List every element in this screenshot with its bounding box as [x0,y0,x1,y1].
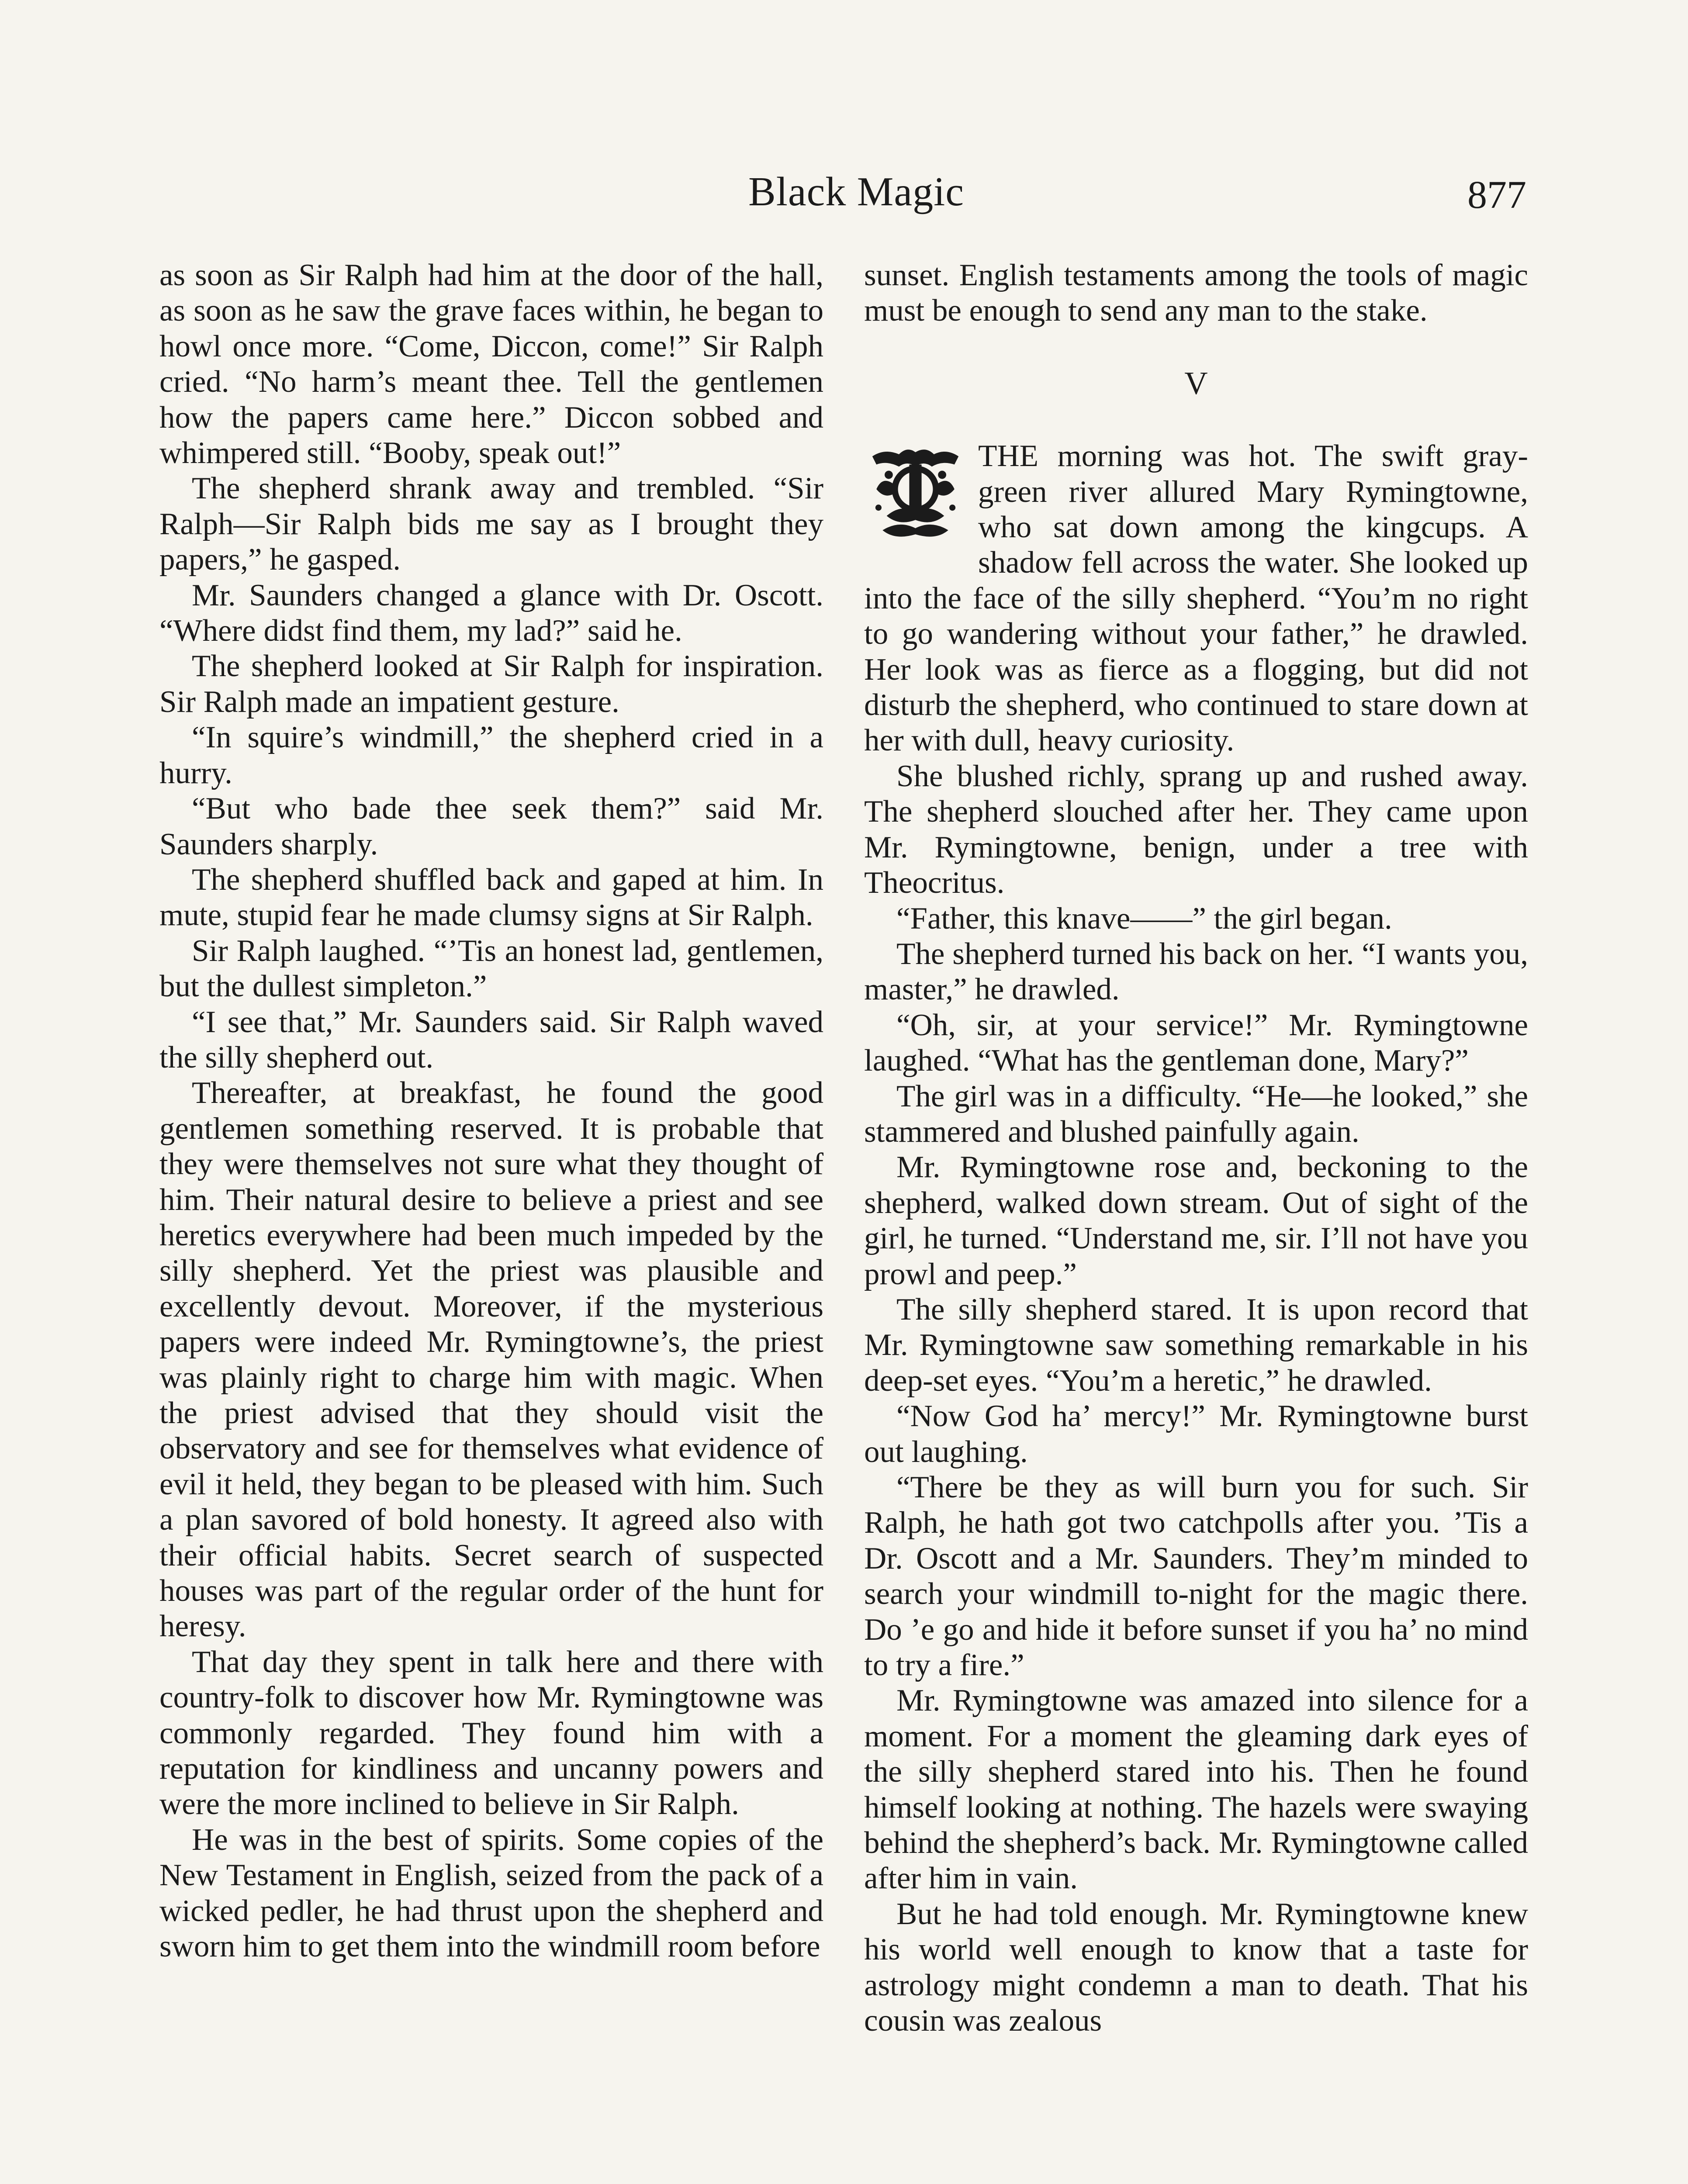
section-number: V [1184,365,1208,401]
paragraph: Mr. Rymingtowne was amazed into silence for a moment. For a moment the gleaming dark eyes of the silly shepherd stared into his. Then he found himself looking at nothing. The hazels were swaying behind the shepherd’s back. Mr. Rymingtowne called after him in vain. [864,1683,1528,1896]
paragraph: Thereafter, at breakfast, he found the good gentlemen something reserved. It is probable that they were themselves not sure what they thought of him. Their natural desire to believe a priest and see heretics everywhere had been much impeded by the silly shepherd. Yet the priest was plausible and excellently devout. Moreover, if the mysterious papers were indeed Mr. Rymingtowne’s, the priest was plainly right to charge him with magic. When the priest advised that they should visit the observatory and see for themselves what evidence of evil it held, they began to be pleased with him. Such a plan savored of bold honesty. It agreed also with their official habits. Secret search of suspected houses was part of the regular order of the hunt for heresy. [159,1076,823,1644]
page-number: 877 [1467,173,1526,217]
paragraph: The silly shepherd stared. It is upon record that Mr. Rymingtowne saw something remarkable in his deep-set eyes. “You’m a heretic,” he drawled. [864,1292,1528,1398]
running-title: Black Magic [748,169,964,214]
right-column [864,258,1528,2039]
paragraph: sunset. English testaments among the tools of magic must be enough to send any man to the stake. [864,258,1528,328]
paragraph: Mr. Saunders changed a glance with Dr. Oscott. “Where didst find them, my lad?” said he. [159,578,823,648]
dropcap-ornament-icon [864,443,967,548]
paragraph: “Oh, sir, at your service!” Mr. Rymingtowne laughed. “What has the gentleman done, Mary?” [864,1008,1528,1078]
paragraph: “But who bade thee seek them?” said Mr. Saunders sharply. [159,791,823,861]
paragraph: “In squire’s windmill,” the shepherd cried in a hurry. [159,720,823,790]
paragraph: She blushed richly, sprang up and rushed away. The shepherd slouched after her. They came upon Mr. Rymingtowne, benign, under a tree with Theocritus. [864,759,1528,900]
paragraph: He was in the best of spirits. Some copies of the New Testament in English, seized from the pack of a wicked pedler, he had thrust upon the shepherd and sworn him to get them into the windmill room before [159,1822,823,1964]
paragraph: “There be they as will burn you for such. Sir Ralph, he hath got two catchpolls after you. ’Tis a Dr. Oscott and a Mr. Saunders. They’m minded to search your windmill to-night for the magic there. Do ’e go and hide it before sunset if you ha’ no mind to try a fire.” [864,1470,1528,1683]
paragraph: Mr. Rymingtowne rose and, beckoning to the shepherd, walked down stream. Out of sight of the girl, he turned. “Understand me, sir. I’ll not have you prowl and peep.” [864,1150,1528,1291]
opening-text: THE morning was hot. The swift gray-green river allured Mary Rymingtowne, who sat down among the kingcups. A shadow fell across the water. She looked up into the face of the silly shepherd. “You’m no right to go wandering without your father,” he drawled. Her look was as fierce as a flogging, but did not disturb the shepherd, who continued to stare down at her with dull, heavy curiosity. [864,439,1528,758]
paragraph: “Now God ha’ mercy!” Mr. Rymingtowne burst out laughing. [864,1399,1528,1469]
opening-paragraph [864,439,1528,759]
paragraph: The shepherd turned his back on her. “I wants you, master,” he drawled. [864,936,1528,1007]
paragraph: The girl was in a difficulty. “He—he looked,” she stammered and blushed painfully again. [864,1079,1528,1149]
paragraph: The shepherd looked at Sir Ralph for inspiration. Sir Ralph made an impatient gesture. [159,649,823,719]
paragraph: Sir Ralph laughed. “’Tis an honest lad, gentlemen, but the dullest simpleton.” [159,933,823,1004]
paragraph: But he had told enough. Mr. Rymingtowne knew his world well enough to know that a taste for astrology might condemn a man to death. That his cousin was zealous [864,1897,1528,2038]
paragraph: as soon as Sir Ralph had him at the door of the hall, as soon as he saw the grave faces within, he began to howl once more. “Come, Diccon, come!” Sir Ralph cried. “No harm’s meant thee. Tell the gentlemen how the papers came here.” Diccon sobbed and whimpered still. “Booby, speak out!” [159,258,823,470]
left-column [159,258,823,1965]
paragraph: “I see that,” Mr. Saunders said. Sir Ralph waved the silly shepherd out. [159,1005,823,1075]
paragraph: The shepherd shuffled back and gaped at him. In mute, stupid fear he made clumsy signs at Sir Ralph. [159,862,823,933]
paragraph: “Father, this knave——” the girl began. [896,901,1392,936]
paragraph: The shepherd shrank away and trembled. “Sir Ralph—Sir Ralph bids me say as I brought they papers,” he gasped. [159,471,823,577]
paragraph: That day they spent in talk here and there with country-folk to discover how Mr. Rymingtowne was commonly regarded. They found him with a reputation for kindliness and uncanny powers and were the more inclined to believe in Sir Ralph. [159,1645,823,1821]
